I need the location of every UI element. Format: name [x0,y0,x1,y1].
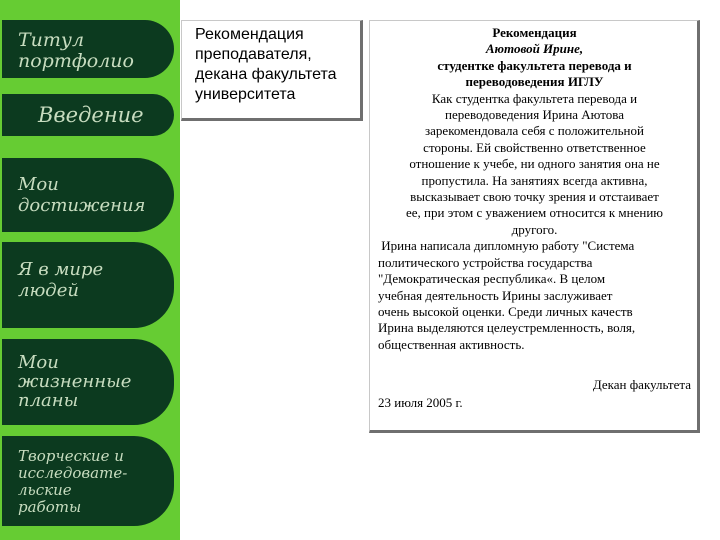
letter-body-line: Ирина выделяются целеустремленность, воля, [378,320,636,336]
nav-item-label: Я в мире [18,259,104,280]
nav-item-label: Титул [18,29,85,51]
caption-line: Рекомендация [195,26,304,43]
nav-item-label: Мои [18,174,59,195]
letter-body-line: учебная деятельность Ирины заслуживает [378,287,613,303]
letter-date: 23 июля 2005 г. [378,395,463,411]
nav-item-label: исследовате- [18,464,128,482]
letter-body-line: Как студентка факультета перевода и [431,90,638,106]
letter-body-line: пропустила. На занятиях всегда активна, [421,172,648,188]
letter-signature: Декан факультета [592,377,691,392]
letter-recipient: Аютовой Ирине, [485,41,584,57]
letter-body-line: зарекомендовала себя с положительной [425,123,644,139]
letter-signature-block [378,377,691,412]
nav-item-label: работы [18,498,82,516]
letter-body-line: высказывает свою точку зрения и отстаивает [410,189,659,205]
sidebar-nav [0,0,180,540]
letter-student-line: студентке факультета перевода и [437,57,632,73]
nav-item-achievements[interactable] [2,158,174,232]
nav-item-introduction[interactable] [2,94,174,136]
letter-body-line: ее, при этом с уважением относится к мнению [405,205,664,221]
letter-body-line: политического устройства государства [378,254,593,270]
nav-item-label: портфолио [18,50,134,72]
letter-body-line: Ирина написала дипломную работу "Система [378,238,635,254]
nav-item-label: достижения [18,195,146,216]
nav-item-title-portfolio[interactable] [2,20,174,78]
letter-body-line: общественная активность. [378,336,525,352]
letter-title: Рекомендация [492,25,577,40]
letter-body-line: очень высокой оценки. Среди личных качеств [378,303,633,319]
letter-body-line: переводоведения Ирина Аютова [445,107,624,123]
letter-body-line: стороны. Ей свойственно ответственное [423,139,646,155]
recommendation-letter [369,20,700,433]
nav-item-label: планы [18,390,79,411]
nav-item-creative-research-works[interactable] [2,436,174,526]
nav-item-label: льские [18,481,72,499]
nav-item-me-in-world[interactable] [2,242,174,328]
nav-item-life-plans[interactable] [2,339,174,425]
recommendation-caption-box [181,20,363,121]
nav-item-label: Творческие и [18,447,124,465]
caption-line: декана факультета [195,66,337,83]
nav-item-label: Мои [18,352,59,373]
nav-item-label: Введение [38,103,144,127]
letter-student-line: переводоведения ИГЛУ [465,74,604,90]
letter-body-line: "Демократическая республика«. В целом [378,271,606,287]
letter-body-line: отношение к учебе, ни одного занятия она не [409,156,660,172]
nav-item-label: жизненные [18,371,132,392]
letter-body-line: другого. [511,221,558,237]
caption-line: университета [195,86,296,103]
caption-line: преподавателя, [195,46,312,63]
nav-item-label: людей [18,280,79,301]
